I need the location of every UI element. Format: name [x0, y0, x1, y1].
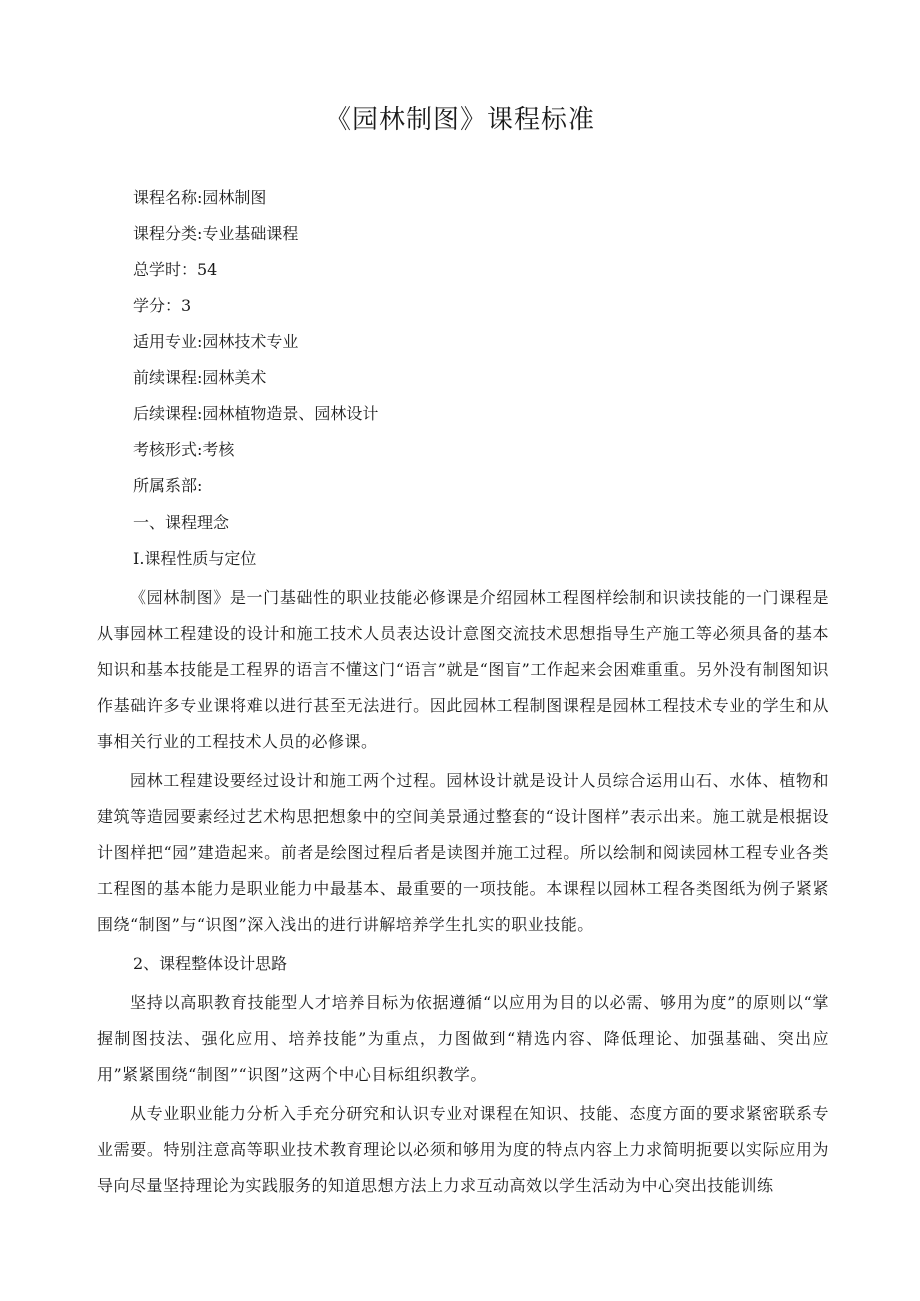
paragraph-professional-analysis: 从专业职业能力分析入手充分研究和认识专业对课程在知识、技能、态度方面的要求紧密联系专业需要。特别注意高等职业技术教育理论以必须和够用为度的特点内容上力求简明扼要以实际应用为导向尽量坚持理论为实践服务的知道思想方法上力求互动高效以学生活动为中心突出技能训练: [97, 1104, 829, 1195]
subsection-heading-overall-design: 2、课程整体设计思路: [133, 954, 288, 973]
paragraph-design-construction: 园林工程建设要经过设计和施工两个过程。园林设计就是设计人员综合运用山石、水体、植物和建筑等造园要素经过艺术构思把想象中的空间美景通过整套的“设计图样”表示出来。施工就是根据设计图样把“园”建造起来。前者是绘图过程后者是读图并施工过程。所以绘制和阅读园林工程专业各类工程图的基本能力是职业能力中最基本、最重要的一项技能。本课程以园林工程各类图纸为例子紧紧围绕“制图”与“识图”深入浅出的进行讲解培养学生扎实的职业技能。: [97, 771, 829, 934]
credits-line: 学分：3: [133, 296, 192, 315]
course-category-line: 课程分类:专业基础课程: [133, 224, 299, 243]
section-heading-course-philosophy: 一、课程理念: [133, 513, 230, 532]
applicable-major-line: 适用专业:园林技术专业: [133, 332, 299, 351]
course-info-list: [133, 180, 833, 504]
document-title: 《园林制图》课程标准: [324, 105, 595, 135]
paragraph-course-nature: 《园林制图》是一门基础性的职业技能必修课是介绍园林工程图样绘制和识读技能的一门课程是从事园林工程建设的设计和施工技术人员表达设计意图交流技术思想指导生产施工等必须具备的基本知识和基本技能是工程界的语言不懂这门“语言”就是“图盲”工作起来会困难重重。另外没有制图知识作基础许多专业课将难以进行甚至无法进行。因此园林工程制图课程是园林工程技术专业的学生和从事相关行业的工程技术人员的必修课。: [97, 588, 829, 751]
prerequisite-course-line: 前续课程:园林美术: [133, 368, 267, 387]
course-name-line: 课程名称:园林制图: [133, 188, 267, 207]
document-body: [97, 505, 829, 1204]
follow-up-course-line: 后续课程:园林植物造景、园林设计: [133, 404, 379, 423]
department-line: 所属系部:: [133, 476, 203, 495]
total-hours-line: 总学时：54: [133, 260, 218, 279]
subsection-heading-nature-positioning: I.课程性质与定位: [133, 549, 257, 568]
paragraph-design-principles: 坚持以高职教育技能型人才培养目标为依据遵循“以应用为目的以必需、够用为度”的原则以“掌握制图技法、强化应用、培养技能”为重点，力图做到“精选内容、降低理论、加强基础、突出应用”紧紧围绕“制图”“识图”这两个中心目标组织教学。: [97, 993, 829, 1084]
assessment-form-line: 考核形式:考核: [133, 440, 235, 459]
